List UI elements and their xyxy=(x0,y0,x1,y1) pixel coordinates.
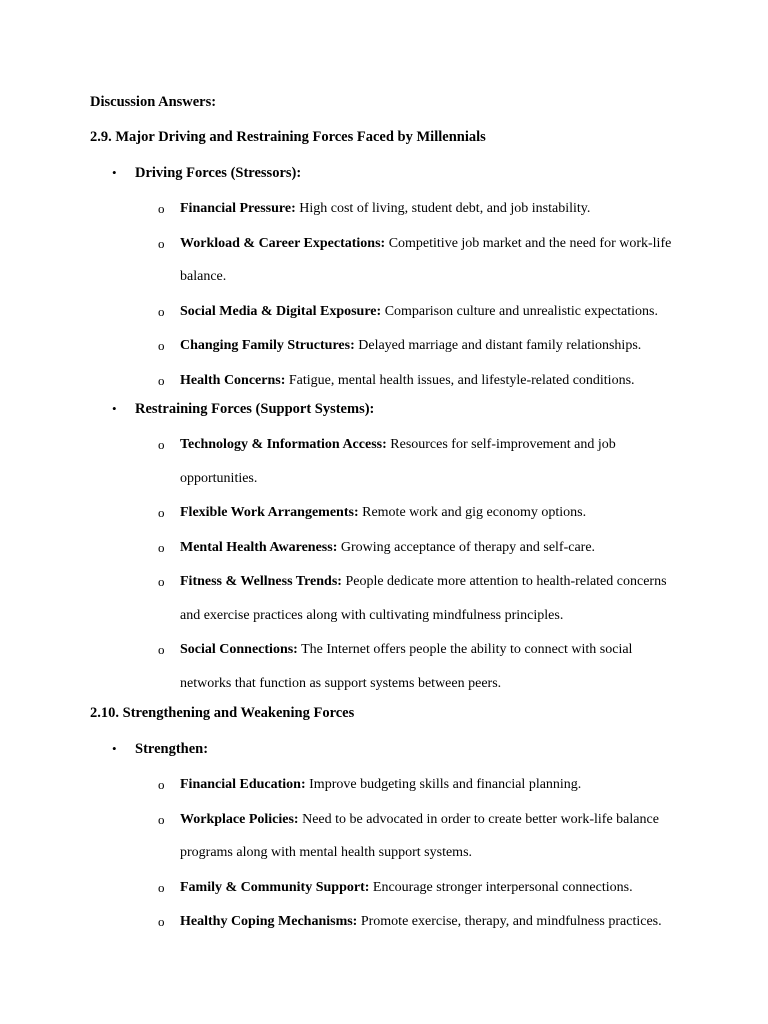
item-term: Financial Education: xyxy=(180,777,306,792)
list-item xyxy=(135,428,690,495)
item-term: Health Concerns: xyxy=(180,372,286,388)
item-text: Competitive job market and the need for work-life balance. xyxy=(180,235,672,284)
bullet-circle: o xyxy=(158,539,165,555)
item-text: Need to be advocated in order to create better work-life balance programs along with mental health support systems. xyxy=(180,811,659,860)
item-text: Encourage stronger interpersonal connections. xyxy=(369,879,633,895)
item-term: Flexible Work Arrangements: xyxy=(180,505,359,520)
list-item xyxy=(135,364,690,398)
item-term: Workplace Policies: xyxy=(180,811,299,827)
list-item xyxy=(135,803,690,870)
list-item xyxy=(135,192,690,226)
item-text: The Internet offers people the ability to connect with social networks that function as support systems between peers. xyxy=(180,642,633,691)
item-text: Growing acceptance of therapy and self-care. xyxy=(337,539,596,555)
bullet-disc: • xyxy=(112,741,117,756)
list-item xyxy=(135,633,690,700)
sub-list xyxy=(135,192,690,397)
bullet-circle: o xyxy=(158,914,165,929)
group-restraining-forces xyxy=(90,400,690,700)
item-term: Financial Pressure: xyxy=(180,201,296,216)
item-term: Changing Family Structures: xyxy=(180,338,355,353)
bullet-circle: o xyxy=(158,811,165,827)
item-text: Remote work and gig economy options. xyxy=(358,505,587,520)
bullet-circle: o xyxy=(158,879,165,895)
list-item xyxy=(135,496,690,530)
bullet-circle: o xyxy=(158,201,165,216)
list-item xyxy=(135,905,690,939)
item-term: Social Connections: xyxy=(180,642,298,657)
item-term: Workload & Career Expectations: xyxy=(180,235,386,251)
list-item xyxy=(135,227,690,294)
group-label: Strengthen: xyxy=(135,741,209,757)
item-text: People dedicate more attention to health-related concerns and exercise practices along with cultivating mindfulness principles. xyxy=(180,574,667,623)
document-content xyxy=(90,93,690,939)
list-item xyxy=(135,329,690,363)
list-item xyxy=(135,565,690,632)
sub-list xyxy=(135,768,690,939)
item-term: Technology & Information Access: xyxy=(180,437,387,452)
group-strengthen xyxy=(90,740,690,939)
list-item xyxy=(135,295,690,329)
item-text: Resources for self-improvement and job opportunities. xyxy=(180,437,616,486)
item-term: Fitness & Wellness Trends: xyxy=(180,574,342,589)
bullet-circle: o xyxy=(158,338,165,353)
section-heading-2-9: 2.9. Major Driving and Restraining Forces Faced by Millennials xyxy=(90,129,486,145)
section-list-2-10 xyxy=(90,740,690,939)
bullet-circle: o xyxy=(158,372,165,388)
group-driving-forces xyxy=(90,164,690,397)
section-list-2-9 xyxy=(90,164,690,700)
item-text: Comparison culture and unrealistic expectations. xyxy=(381,303,658,319)
list-item xyxy=(135,871,690,905)
group-label: Driving Forces (Stressors): xyxy=(135,165,302,181)
item-text: Delayed marriage and distant family relationships. xyxy=(354,338,642,353)
item-text: High cost of living, student debt, and job instability. xyxy=(295,201,591,216)
item-term: Social Media & Digital Exposure: xyxy=(180,303,382,319)
list-item xyxy=(135,531,690,565)
bullet-circle: o xyxy=(158,642,165,657)
bullet-circle: o xyxy=(158,777,165,792)
bullet-disc: • xyxy=(112,165,117,180)
group-label: Restraining Forces (Support Systems): xyxy=(135,401,375,417)
bullet-circle: o xyxy=(158,235,165,251)
bullet-circle: o xyxy=(158,505,165,520)
bullet-circle: o xyxy=(158,574,165,589)
item-text: Fatigue, mental health issues, and lifestyle-related conditions. xyxy=(285,372,635,388)
item-text: Improve budgeting skills and financial planning. xyxy=(305,777,582,792)
bullet-circle: o xyxy=(158,303,165,319)
document-title: Discussion Answers: xyxy=(90,94,217,110)
item-term: Mental Health Awareness: xyxy=(180,539,338,555)
item-term: Family & Community Support: xyxy=(180,879,370,895)
bullet-circle: o xyxy=(158,437,165,452)
section-heading-2-10: 2.10. Strengthening and Weakening Forces xyxy=(90,705,355,721)
list-item xyxy=(135,768,690,802)
bullet-disc: • xyxy=(112,401,117,416)
item-text: Promote exercise, therapy, and mindfulness practices. xyxy=(357,914,662,929)
sub-list xyxy=(135,428,690,700)
item-term: Healthy Coping Mechanisms: xyxy=(180,914,358,929)
